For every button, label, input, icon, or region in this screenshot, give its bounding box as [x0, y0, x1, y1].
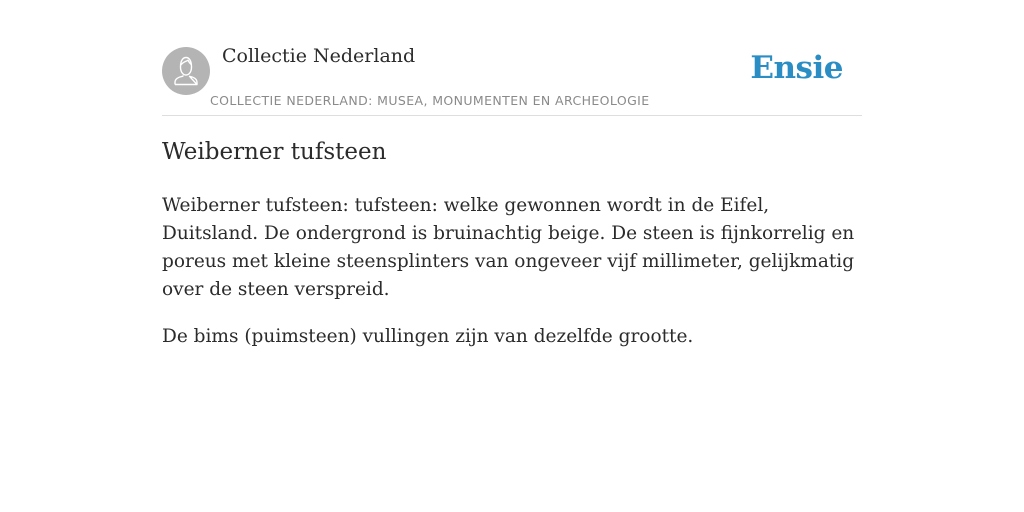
brand-logo[interactable]: Ensie — [750, 50, 843, 86]
page-title: Weiberner tufsteen — [162, 139, 387, 165]
user-silhouette-icon — [162, 47, 210, 95]
page-container — [162, 0, 862, 347]
article-paragraph: De bims (puimsteen) vullingen zijn van dezelfde grootte. — [162, 326, 694, 347]
author-avatar[interactable] — [162, 47, 210, 95]
author-name-link[interactable]: Collectie Nederland — [222, 45, 416, 67]
article-body — [162, 192, 862, 370]
article-paragraph: Weiberner tufsteen: tufsteen: welke gewonnen wordt in de Eifel, Duitsland. De ondergrond is bruinachtig beige. De steen is fijnkorrelig en poreus met kleine steensplinters van ongeveer vijf millimeter, gelijkmatig over de steen verspreid. — [162, 195, 855, 300]
author-subtitle: COLLECTIE NEDERLAND: MUSEA, MONUMENTEN EN ARCHEOLOGIE — [210, 93, 650, 108]
author-header — [162, 0, 862, 116]
